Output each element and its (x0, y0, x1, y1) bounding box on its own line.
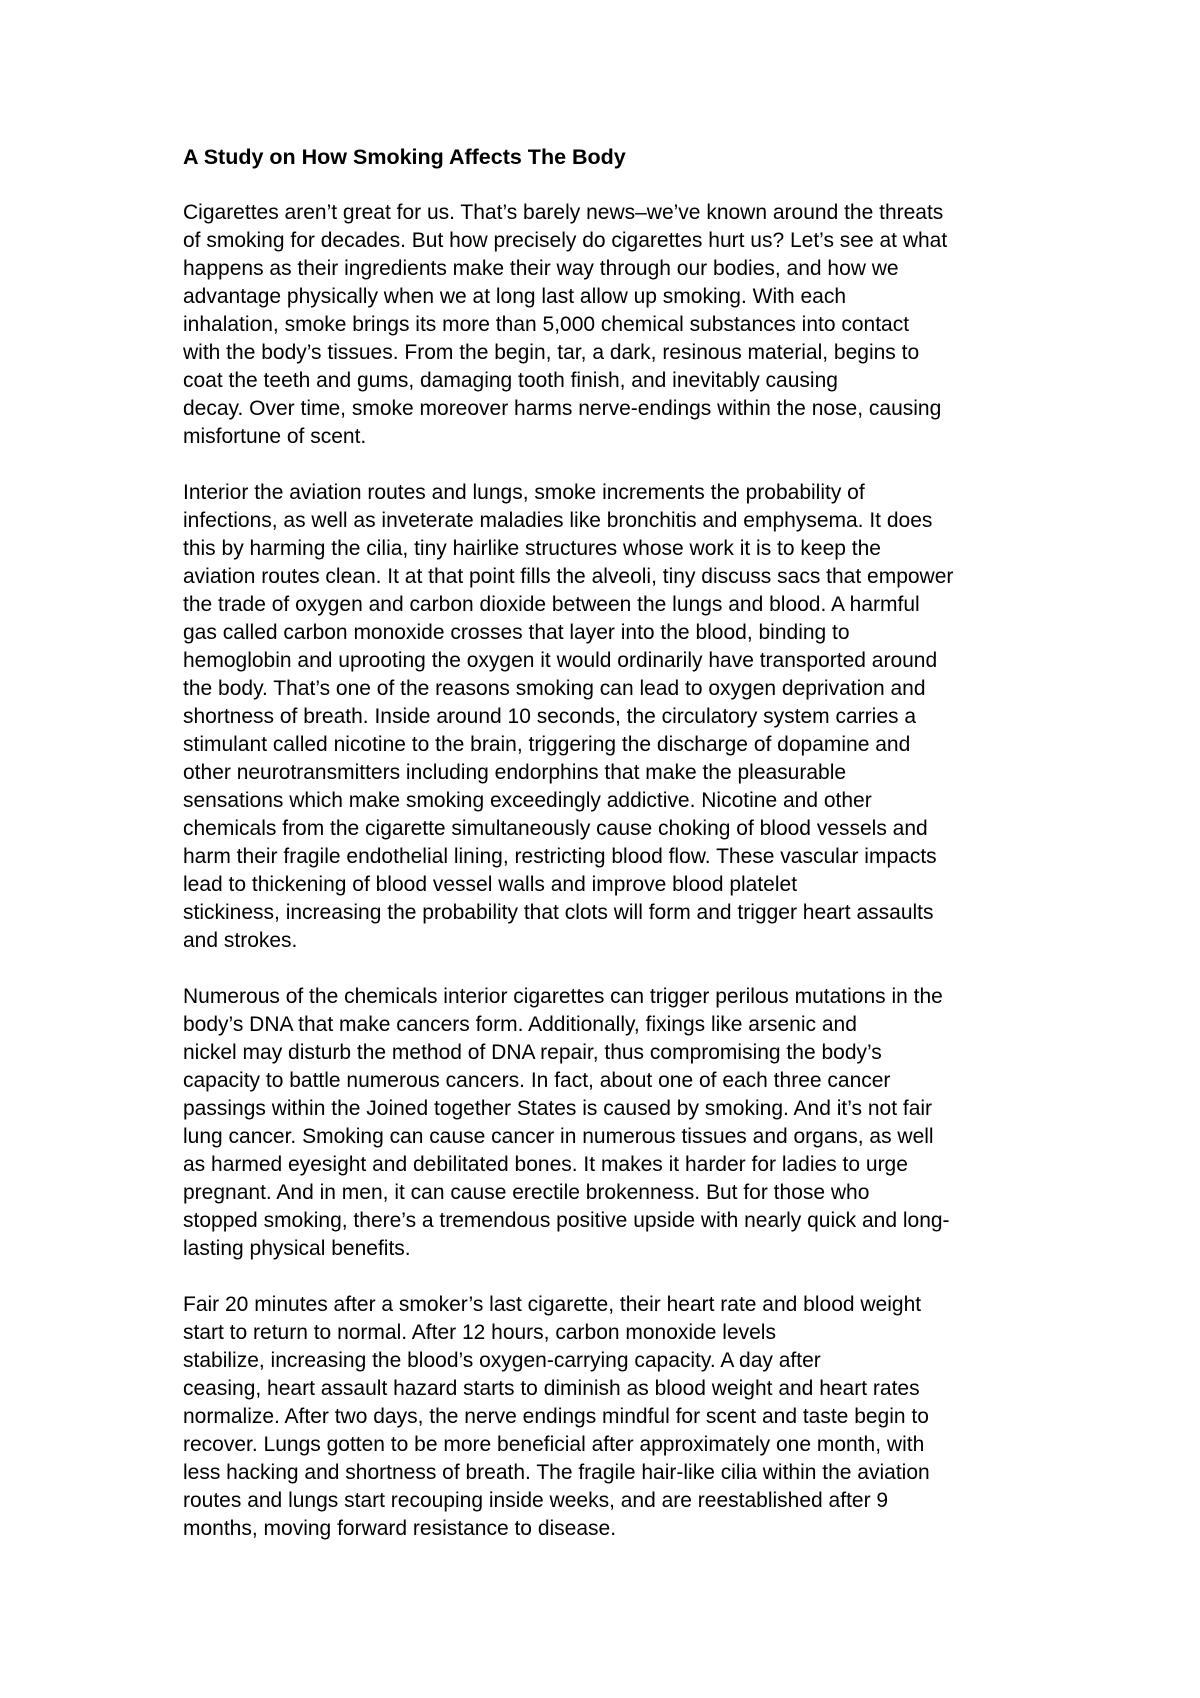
paragraph-list (183, 199, 1033, 1543)
text-line: this by harming the cilia, tiny hairlike structures whose work it is to keep the (183, 537, 881, 560)
text-line: recover. Lungs gotten to be more beneficial after approximately one month, with (183, 1433, 925, 1456)
text-line: lung cancer. Smoking can cause cancer in numerous tissues and organs, as well (183, 1125, 934, 1148)
paragraph-3 (183, 983, 1033, 1263)
text-line: gas called carbon monoxide crosses that layer into the blood, binding to (183, 621, 850, 644)
text-line: hemoglobin and uprooting the oxygen it would ordinarily have transported around (183, 649, 938, 672)
text-line: with the body’s tissues. From the begin, tar, a dark, resinous material, begins to (183, 341, 920, 364)
text-line: pregnant. And in men, it can cause erectile brokenness. But for those who (183, 1181, 870, 1204)
paragraph-4 (183, 1291, 1033, 1543)
document-title: A Study on How Smoking Affects The Body (183, 145, 626, 169)
text-line: the trade of oxygen and carbon dioxide between the lungs and blood. A harmful (183, 593, 920, 616)
text-line: sensations which make smoking exceedingly addictive. Nicotine and other (183, 789, 872, 812)
text-line: shortness of breath. Inside around 10 seconds, the circulatory system carries a (183, 705, 917, 728)
text-line: start to return to normal. After 12 hours, carbon monoxide levels (183, 1321, 776, 1344)
text-line: months, moving forward resistance to disease. (183, 1517, 617, 1540)
text-line: Cigarettes aren’t great for us. That’s barely news–we’ve known around the threats (183, 201, 944, 224)
text-line: capacity to battle numerous cancers. In fact, about one of each three cancer (183, 1069, 891, 1092)
paragraph-2 (183, 479, 1033, 955)
text-line: passings within the Joined together States is caused by smoking. And it’s not fair (183, 1097, 933, 1120)
text-line: stopped smoking, there’s a tremendous positive upside with nearly quick and long- (183, 1209, 950, 1232)
text-line: body’s DNA that make cancers form. Additionally, fixings like arsenic and (183, 1013, 857, 1036)
text-line: as harmed eyesight and debilitated bones. It makes it harder for ladies to urge (183, 1153, 908, 1176)
document-body (183, 143, 1033, 1571)
text-line: stickiness, increasing the probability that clots will form and trigger heart assaults (183, 901, 934, 924)
text-line: inhalation, smoke brings its more than 5,000 chemical substances into contact (183, 313, 910, 336)
text-line: stimulant called nicotine to the brain, triggering the discharge of dopamine and (183, 733, 911, 756)
text-line: Numerous of the chemicals interior cigarettes can trigger perilous mutations in the (183, 985, 943, 1008)
text-line: of smoking for decades. But how precisely do cigarettes hurt us? Let’s see at what (183, 229, 948, 252)
text-line: normalize. After two days, the nerve endings mindful for scent and taste begin to (183, 1405, 929, 1428)
text-line: other neurotransmitters including endorphins that make the pleasurable (183, 761, 847, 784)
text-line: and strokes. (183, 929, 298, 952)
text-line: decay. Over time, smoke moreover harms nerve-endings within the nose, causing (183, 397, 942, 420)
text-line: ceasing, heart assault hazard starts to diminish as blood weight and heart rates (183, 1377, 920, 1400)
text-line: less hacking and shortness of breath. The fragile hair-like cilia within the aviation (183, 1461, 930, 1484)
text-line: chemicals from the cigarette simultaneously cause choking of blood vessels and (183, 817, 928, 840)
text-line: lasting physical benefits. (183, 1237, 411, 1260)
text-line: Fair 20 minutes after a smoker’s last cigarette, their heart rate and blood weight (183, 1293, 922, 1316)
text-line: misfortune of scent. (183, 425, 367, 448)
text-line: infections, as well as inveterate maladies like bronchitis and emphysema. It does (183, 509, 933, 532)
text-line: stabilize, increasing the blood’s oxygen-carrying capacity. A day after (183, 1349, 821, 1372)
text-line: Interior the aviation routes and lungs, smoke increments the probability of (183, 481, 865, 504)
text-line: coat the teeth and gums, damaging tooth finish, and inevitably causing (183, 369, 838, 392)
text-line: lead to thickening of blood vessel walls and improve blood platelet (183, 873, 798, 896)
text-line: the body. That’s one of the reasons smoking can lead to oxygen deprivation and (183, 677, 926, 700)
text-line: harm their fragile endothelial lining, restricting blood flow. These vascular impacts (183, 845, 937, 868)
text-line: aviation routes clean. It at that point fills the alveoli, tiny discuss sacs that empower (183, 565, 954, 588)
text-line: nickel may disturb the method of DNA repair, thus compromising the body’s (183, 1041, 882, 1064)
paragraph-1 (183, 199, 1033, 451)
text-line: happens as their ingredients make their way through our bodies, and how we (183, 257, 899, 280)
text-line: routes and lungs start recouping inside weeks, and are reestablished after 9 (183, 1489, 889, 1512)
text-line: advantage physically when we at long last allow up smoking. With each (183, 285, 847, 308)
